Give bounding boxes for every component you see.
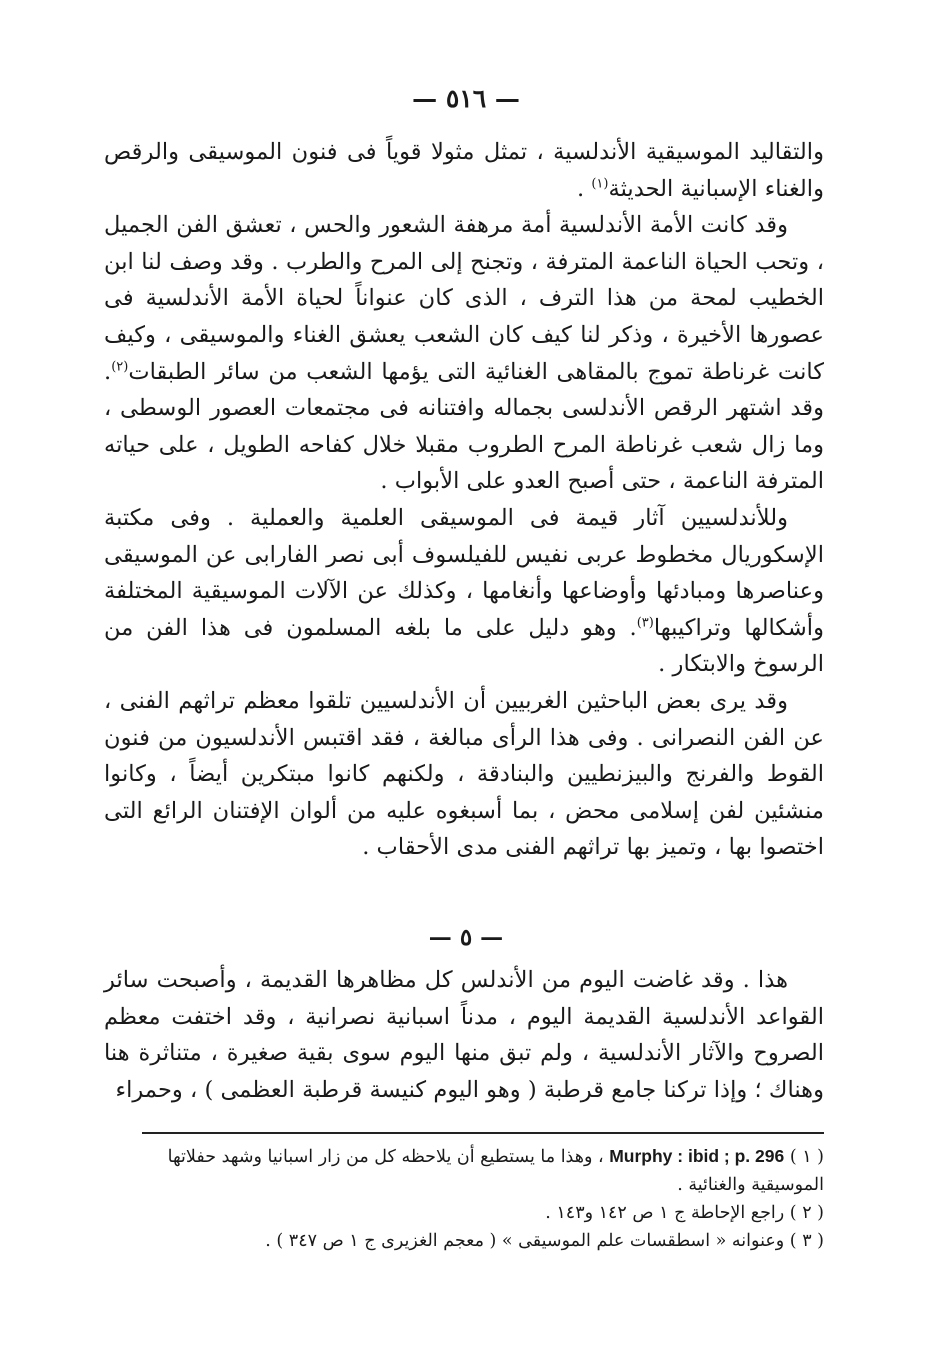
footnote-2: ( ٢ ) راجع الإحاطة ج ١ ص ١٤٢ و١٤٣ .	[545, 1203, 824, 1223]
paragraph: وللأندلسيين آثار قيمة فى الموسيقى العلمية والعملية . وفى مكتبة الإسكوريال مخطوط عربى نفيس للفيلسوف أبى نصر الفارابى عن الموسيقى وعناصرها ومبادئها وأوضاعها وأنغامها ، وكذلك عن الآلات الموسيقية المختلفة وأشكالها وتراكيبها$^{(٣)}$. وهو دليل على ما بلغه المسلمون فى هذا الفن من الرسوخ والابتكار .	[104, 504, 824, 678]
footnote-1: ( ١ ) Murphy : ibid ; p. 296 ، وهذا ما يستطيع أن يلاحظه كل من زار اسبانيا وشهد حفلاتها الموسيقية والغنائية .	[167, 1146, 824, 1195]
footnote-rule	[142, 1132, 824, 1134]
footnote-mark: (١)	[591, 176, 609, 192]
footnote-3: ( ٣ ) وعنوانه « اسطقسات علم الموسيقى » ( معجم الغزيرى ج ١ ص ٣٤٧ ) .	[265, 1231, 824, 1251]
page-number: — ٥١٦ —	[412, 84, 520, 113]
paragraph: وقد يرى بعض الباحثين الغربيين أن الأندلسيين تلقوا معظم تراثهم الفنى ، عن الفن النصرانى . وفى هذا الرأى مبالغة ، فقد اقتبس الأندلسيون من فنون القوط والفرنج والبيزنطيين والبنادقة ، ولكنهم كانوا مبتكرين أيضاً ، وكانوا منشئين لفن إسلامى محض ، بما أسبغوه عليه من ألوان الإفتنان الرائع التى اختصوا بها ، وتميز بها تراثهم الفنى مدى الأحقاب .	[104, 687, 824, 861]
section-marker: — ٥ —	[428, 924, 504, 951]
footnote-mark: (٢)	[111, 359, 129, 375]
main-text-block	[104, 134, 824, 866]
paragraph: والتقاليد الموسيقية الأندلسية ، تمثل مثولا قوياً فى فنون الموسيقى والرقص والغناء الإسبانية الحديثة$^{(١)}$ .	[104, 139, 824, 202]
citation-latin: Murphy : ibid ; p. 296	[609, 1146, 785, 1166]
footnotes	[104, 1142, 824, 1255]
footnote-mark: (٣)	[636, 615, 654, 631]
section-text-block	[104, 962, 824, 1108]
paragraph: هذا . وقد غاضت اليوم من الأندلس كل مظاهرها القديمة ، وأصبحت سائر القواعد الأندلسية القديمة اليوم ، مدناً اسبانية نصرانية ، وقد اختفت معظم الصروح والآثار الأندلسية ، ولم تبق منها اليوم سوى بقية صغيرة ، متناثرة هنا وهناك ؛ وإذا تركنا جامع قرطبة ( وهو اليوم كنيسة قرطبة العظمى ) ، وحمراء	[104, 967, 824, 1103]
paragraph: وقد كانت الأمة الأندلسية أمة مرهفة الشعور والحس ، تعشق الفن الجميل ، وتحب الحياة الناعمة المترفة ، وتجنح إلى المرح والطرب . وقد وصف لنا ابن الخطيب لمحة من هذا الترف ، الذى كان عنواناً لحياة الأمة الأندلسية فى عصورها الأخيرة ، وذكر لنا كيف كان الشعب يعشق الغناء والموسيقى ، وكيف كانت غرناطة تموج بالمقاهى الغنائية التى يؤمها الشعب من سائر الطبقات$^{(٢)}$. وقد اشتهر الرقص الأندلسى بجماله وافتنانه فى مجتمعات العصور الوسطى ، وما زال شعب غرناطة المرح الطروب مقبلا خلال كفاحه الطويل ، على حياته المترفة الناعمة ، حتى أصبح العدو على الأبواب .	[104, 212, 824, 495]
